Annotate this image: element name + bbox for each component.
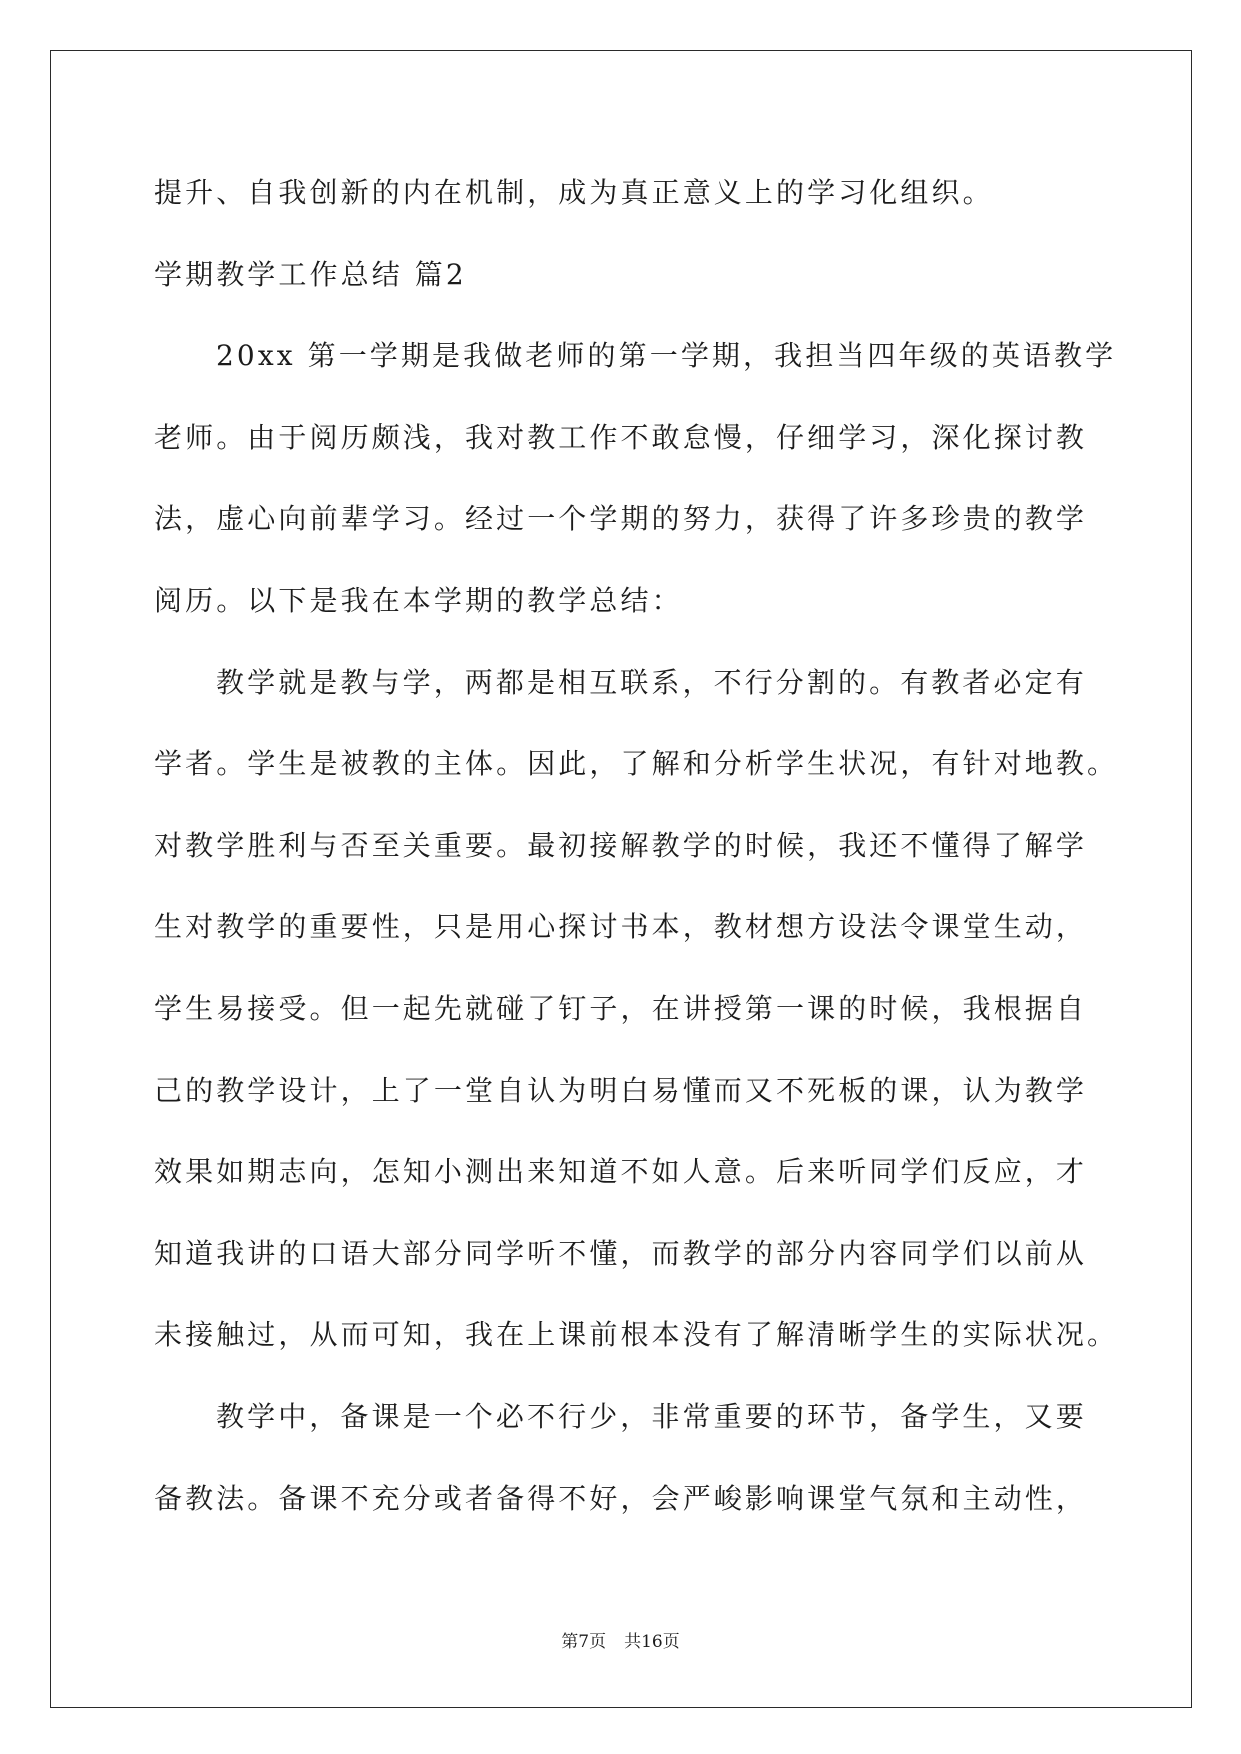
paragraph bbox=[154, 315, 1164, 641]
body-line: 未接触过，从而可知，我在上课前根本没有了解清晰学生的实际状况。 bbox=[154, 1318, 1119, 1352]
body-line: 己的教学设计，上了一堂自认为明白易懂而又不死板的课，认为教学 bbox=[154, 1073, 1088, 1107]
body-line: 对教学胜利与否至关重要。最初接解教学的时候，我还不懂得了解学 bbox=[154, 828, 1088, 862]
body-line: 20xx 第一学期是我做老师的第一学期，我担当四年级的英语教学 bbox=[216, 339, 1117, 373]
section-heading: 学期教学工作总结 篇2 bbox=[154, 257, 467, 291]
body-line: 法，虚心向前辈学习。经过一个学期的努力，获得了许多珍贵的教学 bbox=[154, 502, 1088, 536]
body-line: 学者。学生是被教的主体。因此，了解和分析学生状况，有针对地教。 bbox=[154, 747, 1119, 781]
document-body bbox=[154, 152, 1164, 1539]
body-line: 教学就是教与学，两都是相互联系，不行分割的。有教者必定有 bbox=[216, 665, 1087, 699]
body-line: 备教法。备课不充分或者备得不好，会严峻影响课堂气氛和主动性， bbox=[154, 1481, 1088, 1515]
paragraph bbox=[154, 642, 1164, 1376]
body-line: 学生易接受。但一起先就碰了钉子，在讲授第一课的时候，我根据自 bbox=[154, 991, 1088, 1025]
body-line: 提升、自我创新的内在机制，成为真正意义上的学习化组织。 bbox=[154, 176, 994, 209]
body-line: 教学中，备课是一个必不行少，非常重要的环节，备学生，又要 bbox=[216, 1399, 1087, 1433]
paragraph bbox=[154, 1376, 1164, 1539]
body-line: 老师。由于阅历颇浅，我对教工作不敢怠慢，仔细学习，深化探讨教 bbox=[154, 420, 1088, 454]
body-line: 效果如期志向，怎知小测出来知道不如人意。后来听同学们反应，才 bbox=[154, 1155, 1088, 1189]
page-footer bbox=[0, 1630, 1241, 1654]
body-line: 生对教学的重要性，只是用心探讨书本，教材想方设法令课堂生动， bbox=[154, 910, 1088, 944]
body-line: 阅历。以下是我在本学期的教学总结： bbox=[154, 583, 683, 617]
page-total: 共16页 bbox=[624, 1632, 680, 1652]
body-line: 知道我讲的口语大部分同学听不懂，而教学的部分内容同学们以前从 bbox=[154, 1236, 1088, 1270]
page-number: 第7页 bbox=[561, 1632, 607, 1652]
